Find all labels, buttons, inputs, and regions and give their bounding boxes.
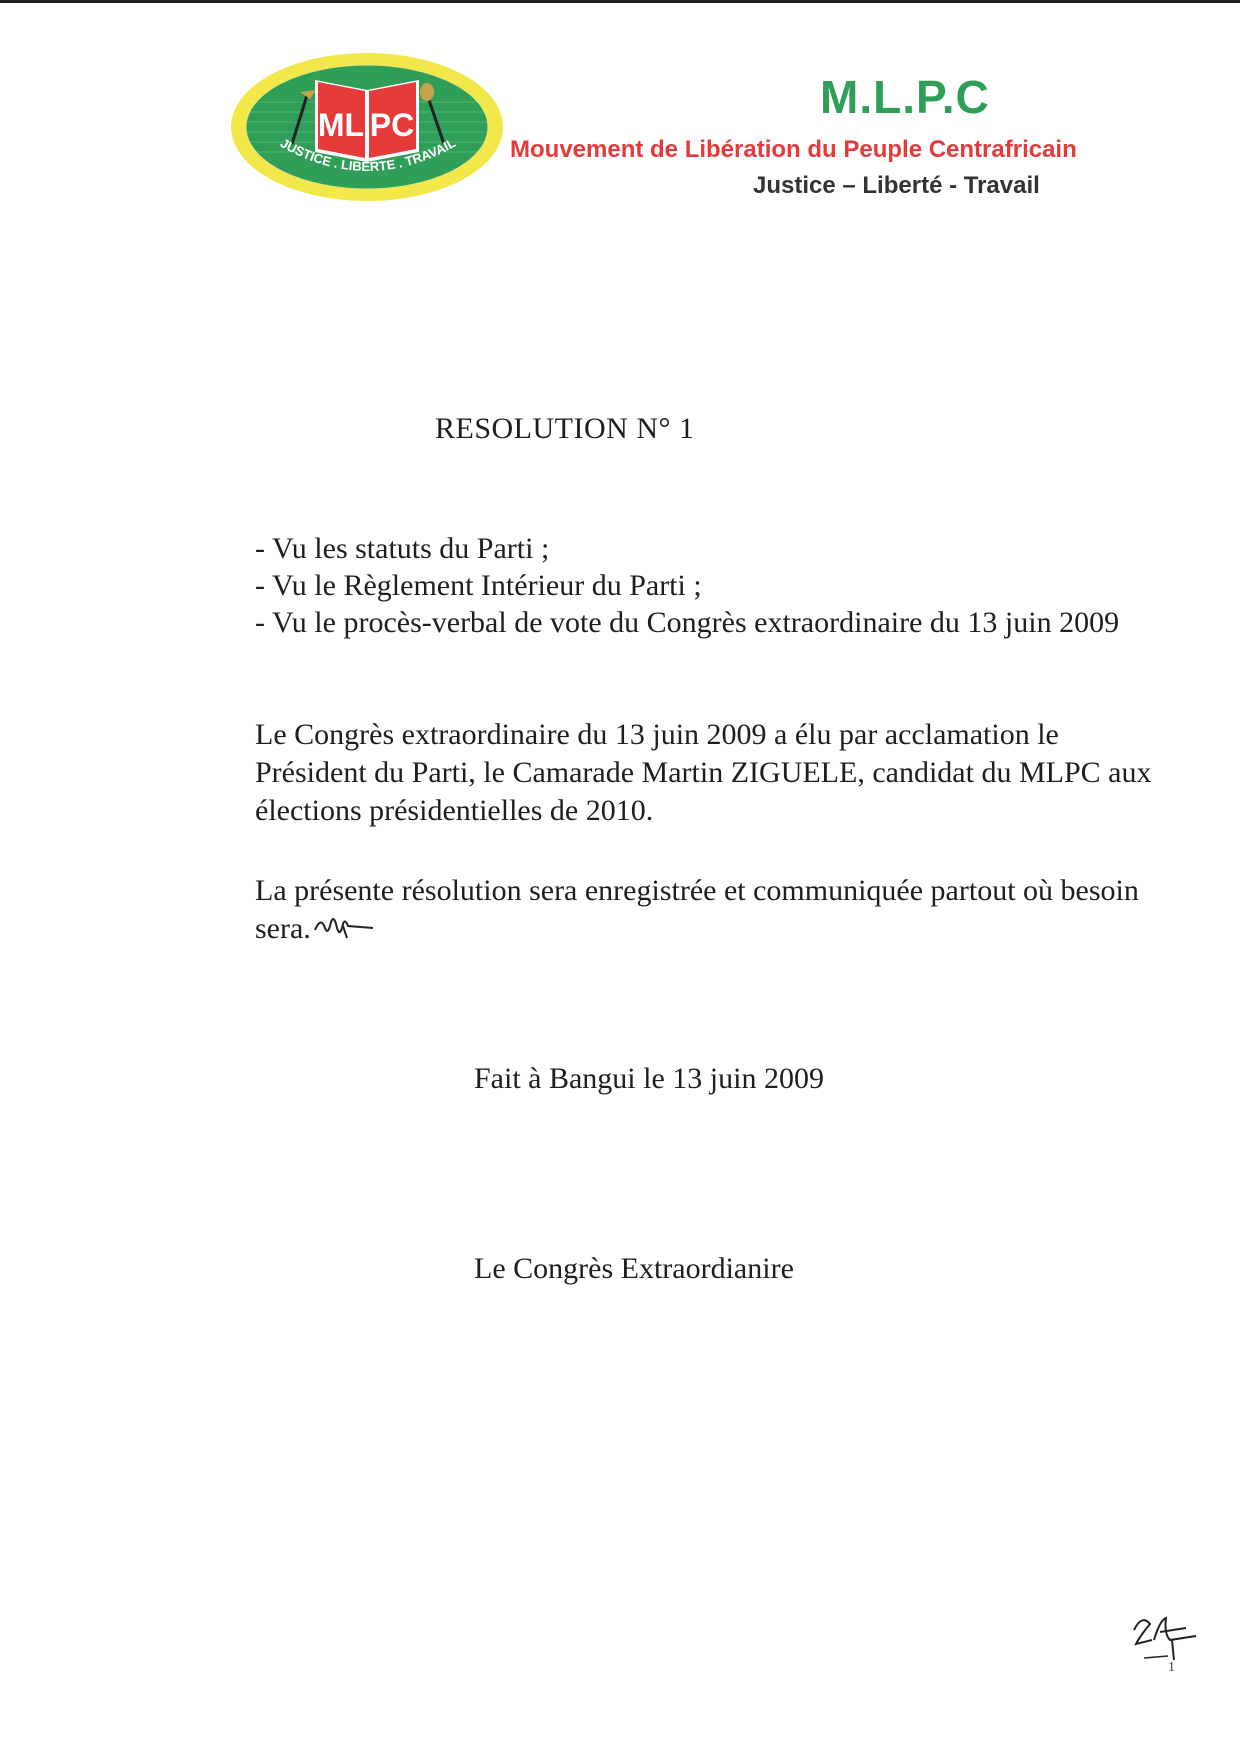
signatory: Le Congrès Extraordianire bbox=[474, 1252, 794, 1285]
consideration-item: - Vu le procès-verbal de vote du Congrès extraordinaire du 13 juin 2009 bbox=[255, 606, 1120, 639]
page-number: 1 bbox=[1168, 1660, 1175, 1675]
handwritten-initials-mark bbox=[313, 910, 375, 944]
party-full-name: Mouvement de Libération du Peuple Centrafricain bbox=[510, 136, 1077, 163]
svg-text:ML: ML bbox=[317, 107, 365, 143]
mlpc-logo bbox=[230, 52, 505, 202]
svg-text:JUSTICE . LIBERTE . TRAVAIL: JUSTICE . LIBERTE . TRAVAIL bbox=[277, 135, 459, 175]
consideration-item: - Vu les statuts du Parti ; bbox=[255, 532, 550, 565]
consideration-item: - Vu le Règlement Intérieur du Parti ; bbox=[255, 569, 702, 602]
top-border-line bbox=[0, 0, 1240, 3]
svg-text:PC: PC bbox=[369, 107, 415, 143]
resolution-body-paragraph: Le Congrès extraordinaire du 13 juin 2009 a élu par acclamation le Président du Parti, le Camarade Martin ZIGUELE, candidat du MLPC aux élections présidentielles de 2010. bbox=[255, 718, 1152, 827]
party-abbreviation: M.L.P.C bbox=[820, 71, 990, 123]
resolution-closing-paragraph bbox=[255, 872, 1155, 948]
closing-paragraph-text: La présente résolution sera enregistrée et communiquée partout où besoin sera. bbox=[255, 874, 1139, 945]
resolution-title: RESOLUTION N° 1 bbox=[435, 412, 695, 445]
party-motto: Justice – Liberté - Travail bbox=[753, 172, 1040, 199]
page-initials-signature bbox=[1130, 1610, 1200, 1670]
place-and-date: Fait à Bangui le 13 juin 2009 bbox=[474, 1062, 824, 1095]
considerations-list bbox=[255, 530, 1155, 641]
